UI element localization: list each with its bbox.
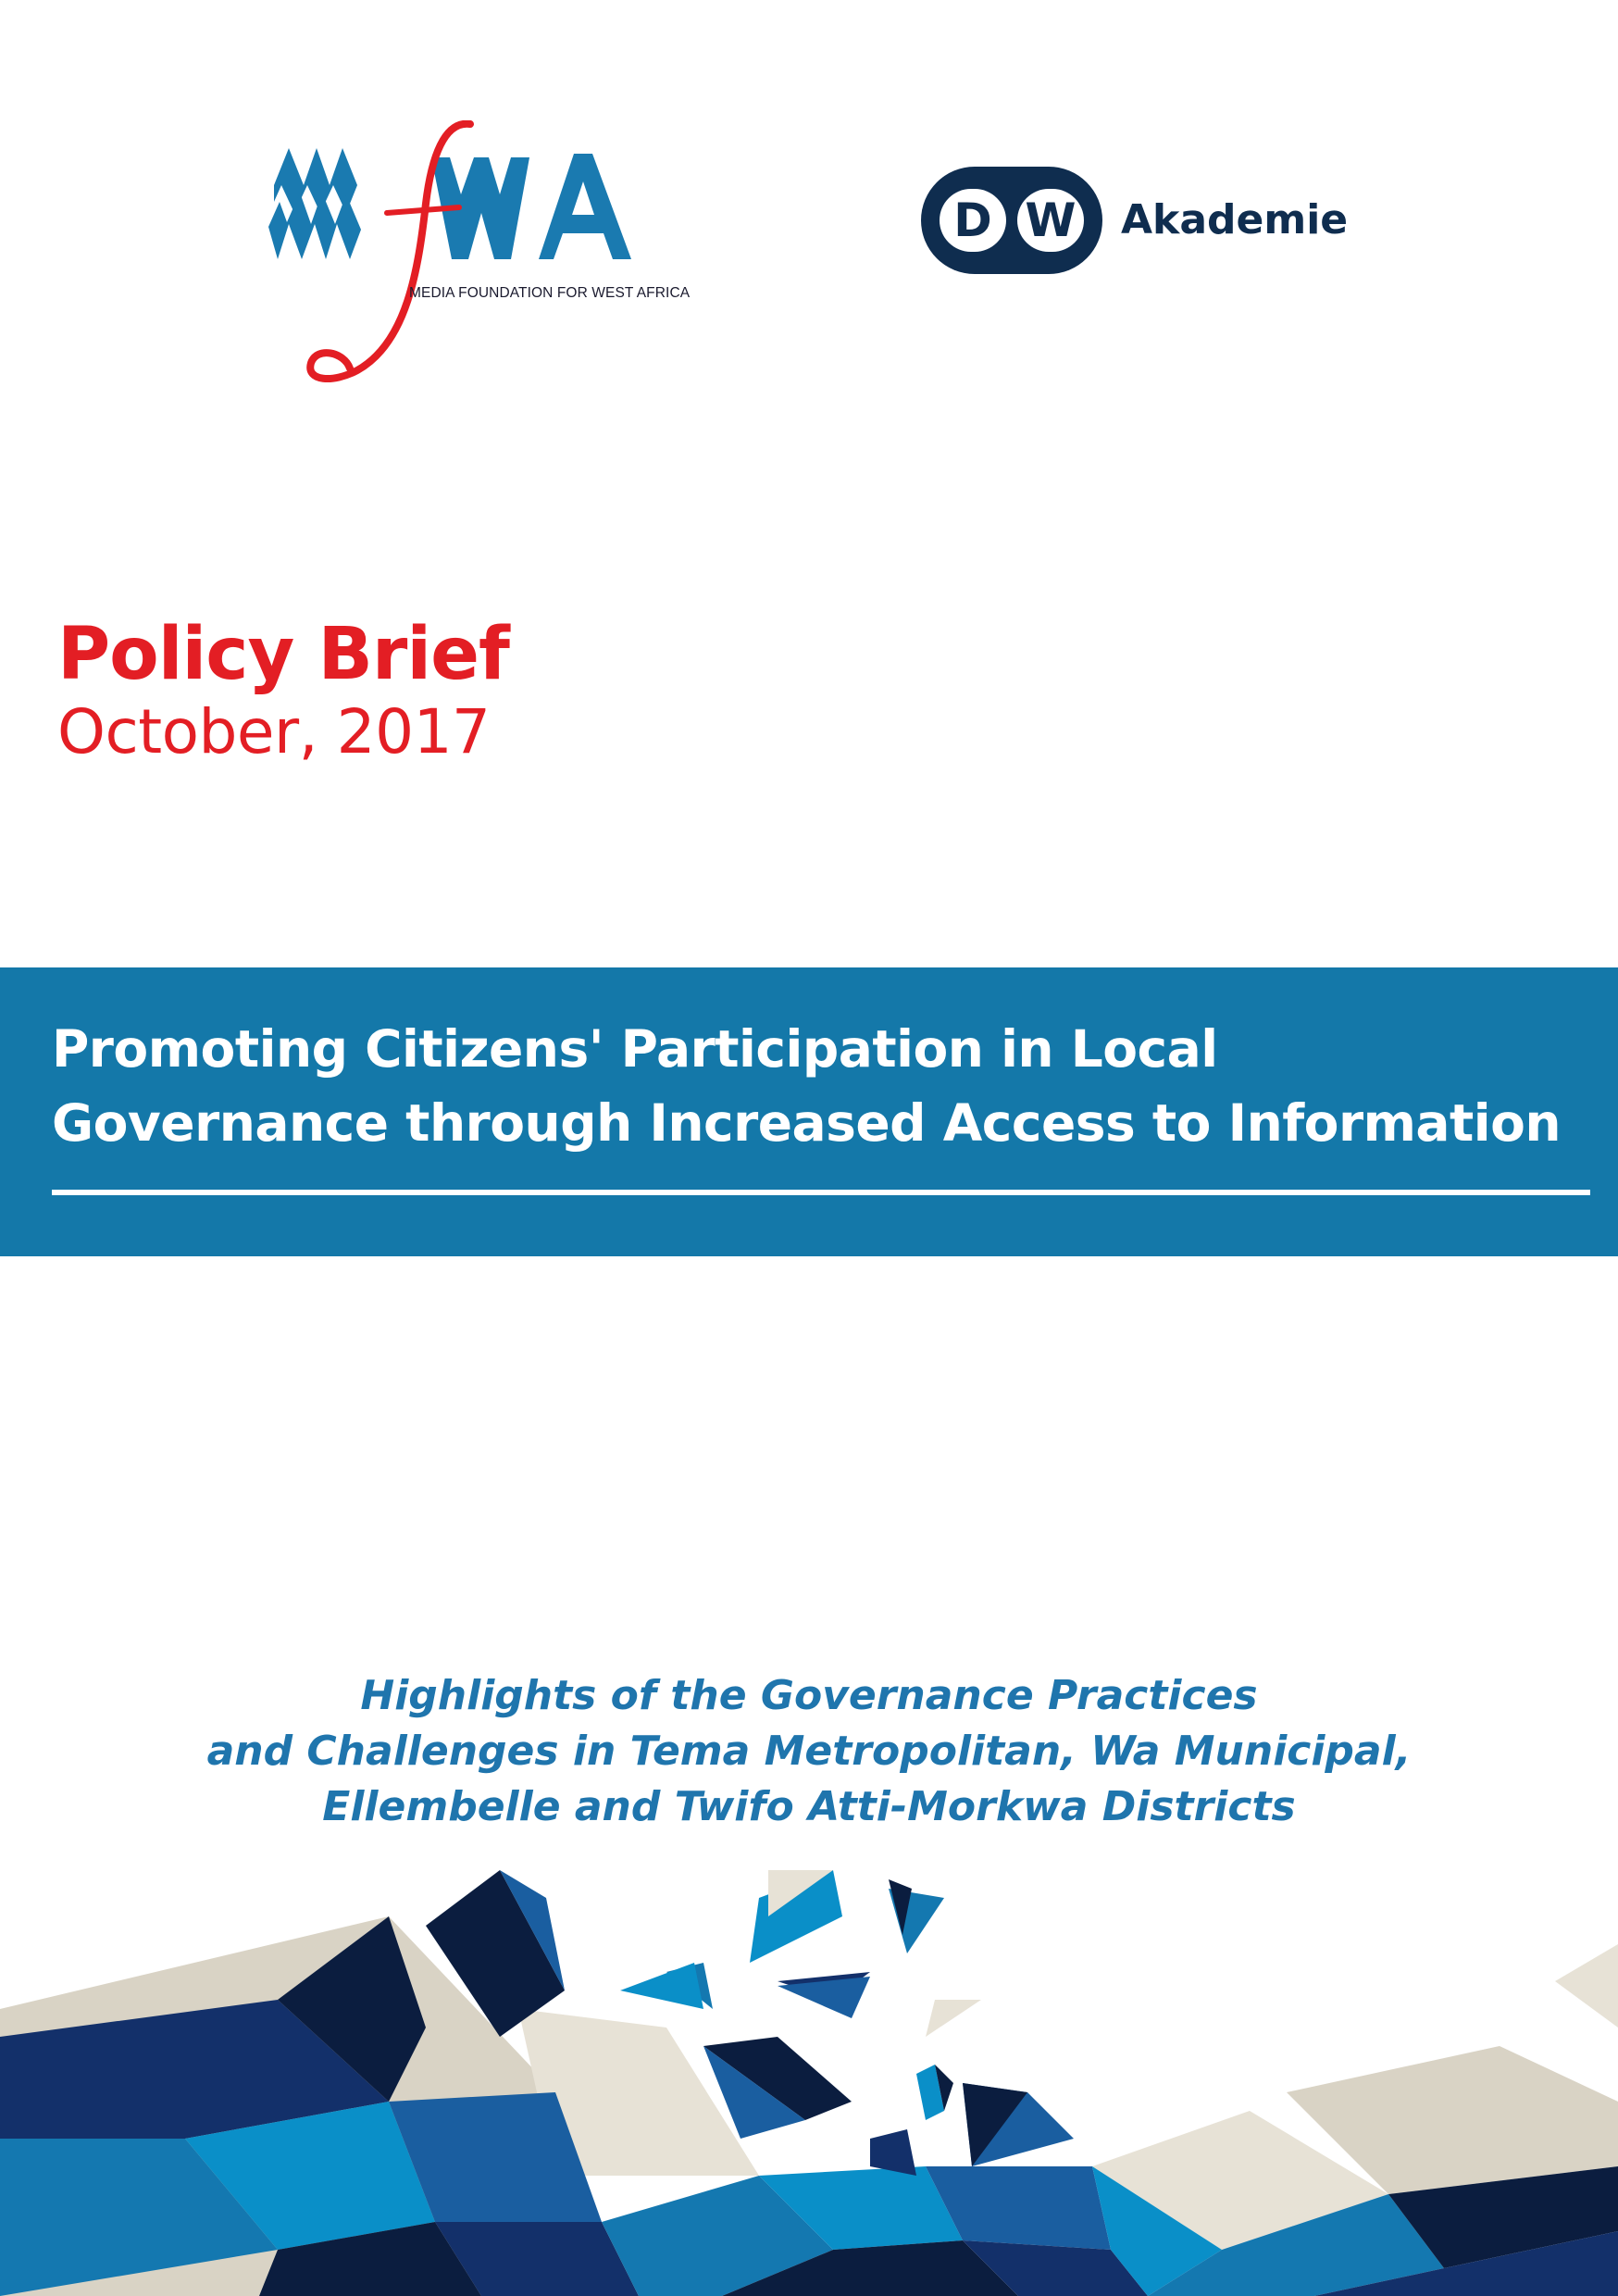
mfwa-letter-m-body bbox=[268, 193, 361, 259]
subtitle-line-2: and Challenges in Tema Metropolitan, Wa Municipal, bbox=[206, 1728, 1412, 1775]
dw-akademie-logo bbox=[921, 167, 1347, 278]
title-line-2: Governance through Increased Access to Information bbox=[52, 1093, 1562, 1153]
title-banner bbox=[0, 967, 1618, 1256]
dw-badge bbox=[921, 167, 1102, 274]
dw-letter-w: W bbox=[1017, 189, 1084, 252]
mosaic-shard bbox=[926, 2000, 981, 2037]
dw-letter-d: D bbox=[940, 189, 1006, 252]
mosaic-shard bbox=[870, 2129, 916, 2176]
mosaic-shard bbox=[620, 1963, 703, 2009]
title-line-1: Promoting Citizens' Participation in Local bbox=[52, 1019, 1218, 1079]
title-underline bbox=[52, 1190, 1590, 1195]
subtitle-line-3: Ellembelle and Twifo Atti-Morkwa Districts bbox=[322, 1783, 1296, 1830]
policy-brief-date: October, 2017 bbox=[57, 696, 491, 767]
mfwa-tagline: MEDIA FOUNDATION FOR WEST AFRICA bbox=[409, 285, 691, 301]
mfwa-logo bbox=[268, 120, 694, 398]
mosaic-shard bbox=[1555, 1944, 1618, 2028]
mfwa-wordmark-graphic bbox=[268, 120, 694, 398]
subtitle-line-1: Highlights of the Governance Practices bbox=[360, 1672, 1258, 1719]
dw-akademie-text: Akademie bbox=[1121, 196, 1349, 243]
policy-brief-heading: Policy Brief bbox=[57, 613, 509, 696]
subtitle bbox=[0, 1668, 1618, 1835]
decorative-mosaic bbox=[0, 1861, 1618, 2296]
